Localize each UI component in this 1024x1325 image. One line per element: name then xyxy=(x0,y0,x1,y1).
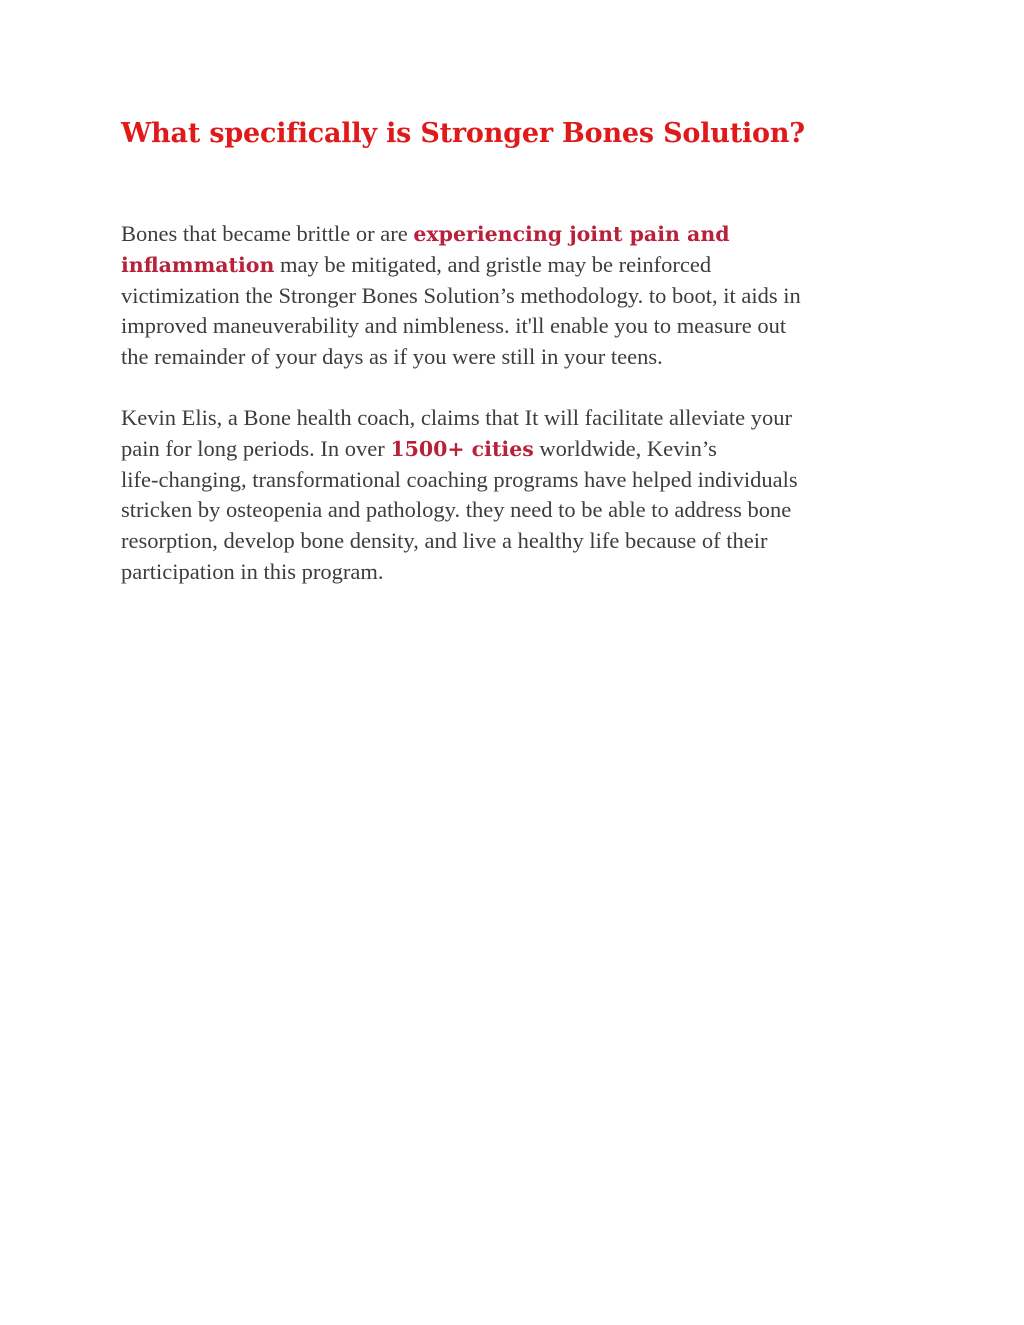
paragraph-intro-line-2 xyxy=(121,250,801,281)
paragraph-coach-line-3: life-changing, transformational coaching programs have helped individuals xyxy=(121,466,798,492)
paragraph-coach-line-2 xyxy=(121,434,798,465)
paragraph-coach xyxy=(121,403,798,588)
text-run: worldwide, Kevin’s xyxy=(533,435,717,461)
paragraph-coach-line-5: resorption, develop bone density, and live a healthy life because of their xyxy=(121,528,768,554)
paragraph-coach-line-4: stricken by osteopenia and pathology. they need to be able to address bone xyxy=(121,497,792,523)
paragraph-intro-line-3: victimization the Stronger Bones Solution’s methodology. to boot, it aids in xyxy=(121,282,801,308)
paragraph-intro xyxy=(121,219,801,373)
highlight-inflammation: inflammation xyxy=(121,252,275,277)
paragraph-intro-line-1 xyxy=(121,219,801,250)
paragraph-coach-line-6: participation in this program. xyxy=(121,558,384,584)
paragraph-intro-line-4: improved maneuverability and nimbleness. it'll enable you to measure out xyxy=(121,313,787,339)
paragraph-coach-line-1: Kevin Elis, a Bone health coach, claims that It will facilitate alleviate your xyxy=(121,405,793,430)
text-run: Bones that became brittle or are xyxy=(121,221,414,246)
text-run: pain for long periods. In over xyxy=(121,435,391,461)
highlight-joint-pain: experiencing joint pain and xyxy=(413,222,730,246)
text-run: may be mitigated, and gristle may be reinforced xyxy=(274,251,712,277)
page-title: What specifically is Stronger Bones Solution? xyxy=(121,118,805,149)
paragraph-intro-line-5: the remainder of your days as if you were still in your teens. xyxy=(121,344,663,370)
highlight-cities: 1500+ cities xyxy=(390,436,534,461)
